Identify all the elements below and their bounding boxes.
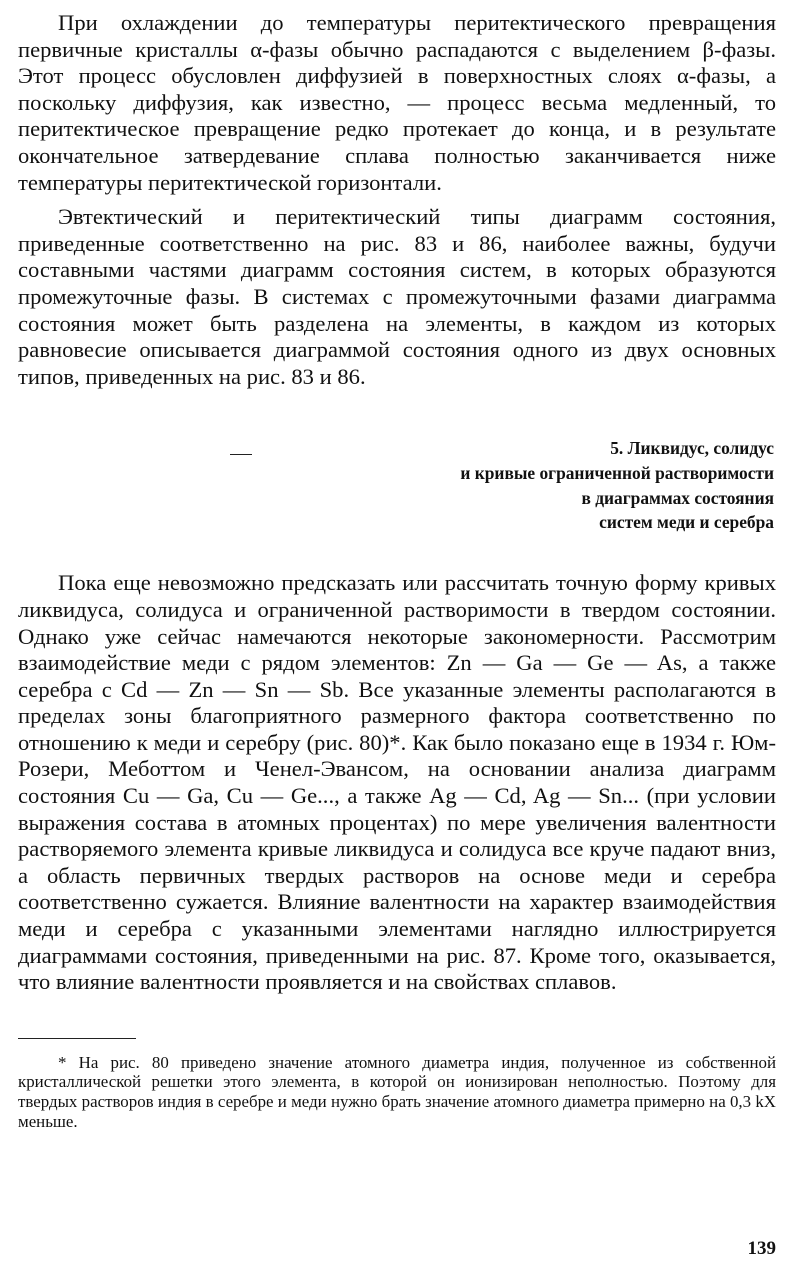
page-number: 139	[747, 1238, 776, 1259]
footnote-divider	[18, 1038, 136, 1039]
paragraph-diagram-types: Эвтектический и перитектический типы диаграмм состояния, приведенные соответственно на рис. 83 и 86, наиболее важны, будучи составными частями диаграмм состояния систем, в которых образуются промежуточные фазы. В системах с промежуточными фазами диаграмма состояния может быть разделена на элементы, в каждом из которых равновесие описывается диаграммой состояния одного из двух основных типов, приведенных на рис. 83 и 86.	[18, 204, 776, 389]
heading-dash-mark	[230, 454, 252, 455]
paragraph-peritectic-cooling: При охлаждении до температуры перитектического превращения первичные кристаллы α-фазы обычно распадаются с выделением β-фазы. Этот процесс обусловлен диффузией в поверхностных слоях α-фазы, а поскольку диффузия, как известно, — процесс весьма медленный, то перитектическое превращение редко протекает до конца, и в результате окончательное затвердевание сплава полностью заканчивается ниже температуры перитектической горизонтали.	[18, 10, 776, 195]
book-page	[18, 6, 776, 1131]
section-heading: 5. Ликвидус, солидус и кривые ограниченной растворимости в диаграммах состояния систем меди и серебра	[460, 438, 774, 533]
section-heading-block	[18, 436, 776, 544]
paragraph-liquidus-solidus: Пока еще невозможно предсказать или рассчитать точную форму кривых ликвидуса, солидуса и ограниченной растворимости в твердом состоянии. Однако уже сейчас намечаются некоторые закономерности. Рассмотрим взаимодействие меди с рядом элементов: Zn — Ga — Ge — As, а также серебра с Cd — Zn — Sn — Sb. Все указанные элементы располагаются в пределах зоны благоприятного размерного фактора соответственно по отношению к меди и серебру (рис. 80)*. Как было показано еще в 1934 г. Юм-Розери, Меботтом и Ченел-Эвансом, на основании анализа диаграмм состояния Cu — Ga, Cu — Ge..., а также Ag — Cd, Ag — Sn... (при условии выражения состава в атомных процентах) по мере увеличения валентности растворяемого элемента кривые ликвидуса и солидуса все круче падают вниз, а область первичных твердых растворов на основе меди и серебра соответственно сужается. Влияние валентности на характер взаимодействия меди и серебра с указанными элементами наглядно иллюстрируется диаграммами состояния, приведенными на рис. 87. Кроме того, оказывается, что влияние валентности проявляется и на свойствах сплавов.	[18, 570, 776, 995]
footnote: * На рис. 80 приведено значение атомного диаметра индия, полученное из собственной кристаллической решетки этого элемента, в которой он ионизирован неполностью. Поэтому для твердых растворов индия в серебре и меди нужно брать значение атомного диаметра примерно на 0,3 kX меньше.	[18, 1052, 776, 1131]
